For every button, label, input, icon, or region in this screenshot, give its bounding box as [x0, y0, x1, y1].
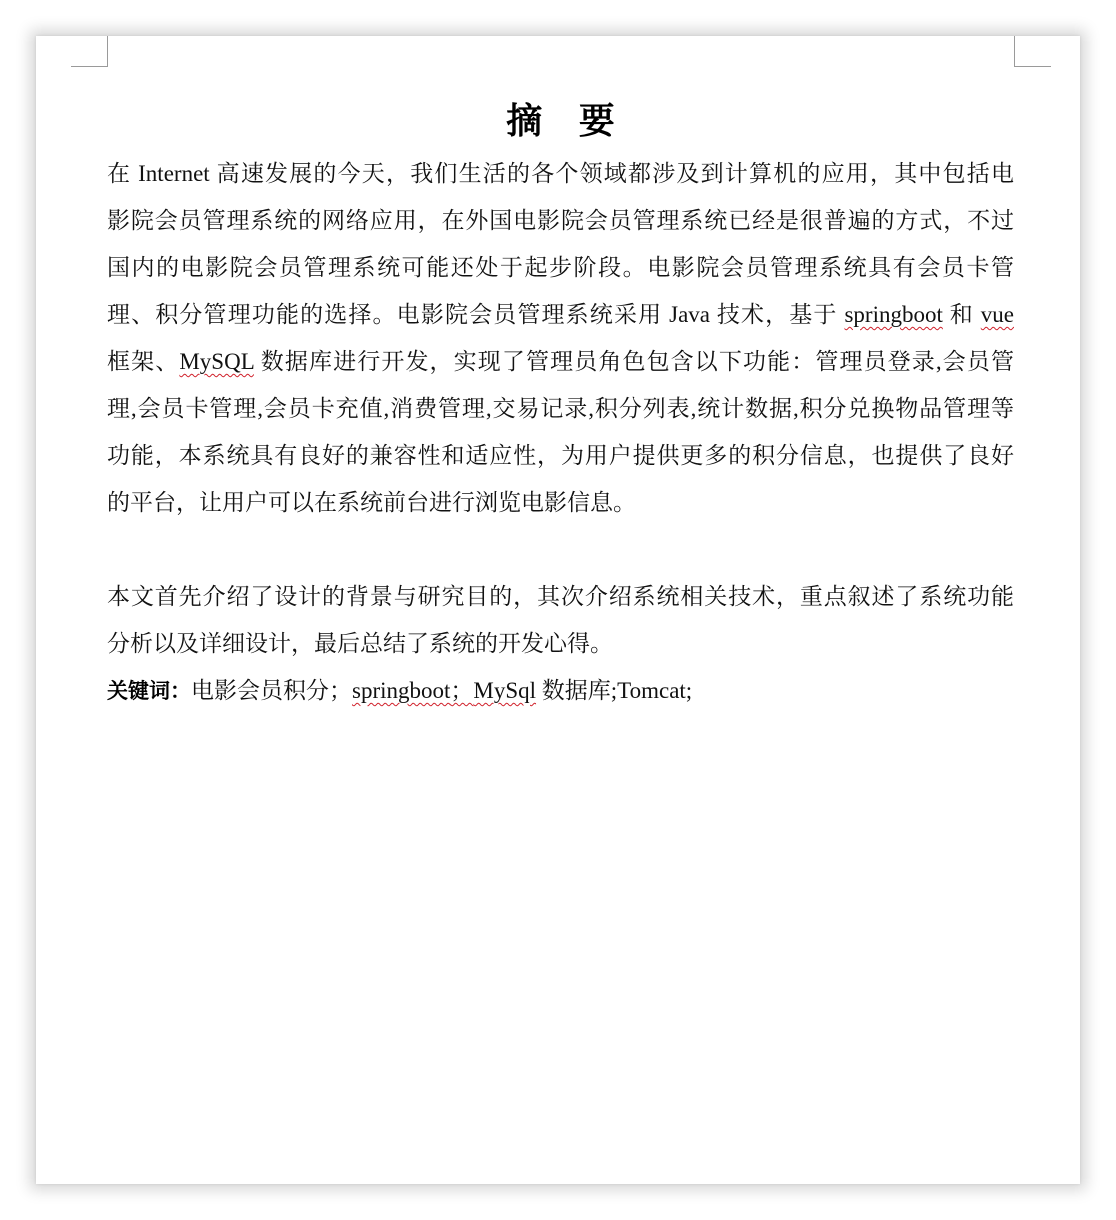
- keywords-label: 关键词：: [107, 679, 191, 703]
- margin-corner-mark-top-left: [71, 36, 108, 67]
- text-line: 国内的电影院会员管理系统可能还处于起步阶段。电影院会员管理系统具有会员卡管: [107, 255, 1014, 280]
- abstract-title: 摘 要: [506, 101, 627, 142]
- summary-paragraph: [107, 573, 1014, 667]
- text-line: 理、积分管理功能的选择。电影院会员管理系统采用 Java 技术，基于 springboot 和 vue: [107, 302, 1014, 327]
- margin-corner-mark-top-right: [1014, 36, 1051, 67]
- keywords-text: 数据库;Tomcat;: [536, 678, 693, 703]
- text-line: 理,会员卡管理,会员卡充值,消费管理,交易记录,积分列表,统计数据,积分兑换物品管理等: [107, 396, 1014, 421]
- spellcheck-flagged-word[interactable]: MySql: [473, 678, 537, 703]
- spellcheck-flagged-word[interactable]: springboot: [844, 302, 943, 327]
- text-line: 本文首先介绍了设计的背景与研究目的，其次介绍系统相关技术，重点叙述了系统功能: [107, 584, 1014, 609]
- spellcheck-flagged-word[interactable]: MySQL: [179, 349, 254, 374]
- text-line: 影院会员管理系统的网络应用，在外国电影院会员管理系统已经是很普遍的方式，不过: [107, 208, 1014, 233]
- page-content: [107, 94, 1014, 715]
- text-line: 功能，本系统具有良好的兼容性和适应性，为用户提供更多的积分信息，也提供了良好: [107, 443, 1014, 468]
- keywords-separator: ；: [450, 678, 474, 703]
- text-line: 的平台，让用户可以在系统前台进行浏览电影信息。: [107, 490, 636, 515]
- keywords-text: 电影会员积分；: [191, 678, 352, 703]
- paragraph-spacer: [107, 526, 1014, 573]
- text-line: 在 Internet 高速发展的今天，我们生活的各个领域都涉及到计算机的应用，其中包括电: [107, 161, 1014, 186]
- document-page: [36, 36, 1080, 1184]
- text-line: 分析以及详细设计，最后总结了系统的开发心得。: [107, 631, 613, 656]
- text-line: 框架、MySQL 数据库进行开发，实现了管理员角色包含以下功能：管理员登录,会员管: [107, 349, 1015, 374]
- spellcheck-flagged-word[interactable]: springboot: [352, 678, 451, 703]
- keywords-line: [107, 667, 1014, 715]
- abstract-paragraph: [107, 150, 1014, 526]
- spellcheck-flagged-word[interactable]: vue: [980, 302, 1014, 327]
